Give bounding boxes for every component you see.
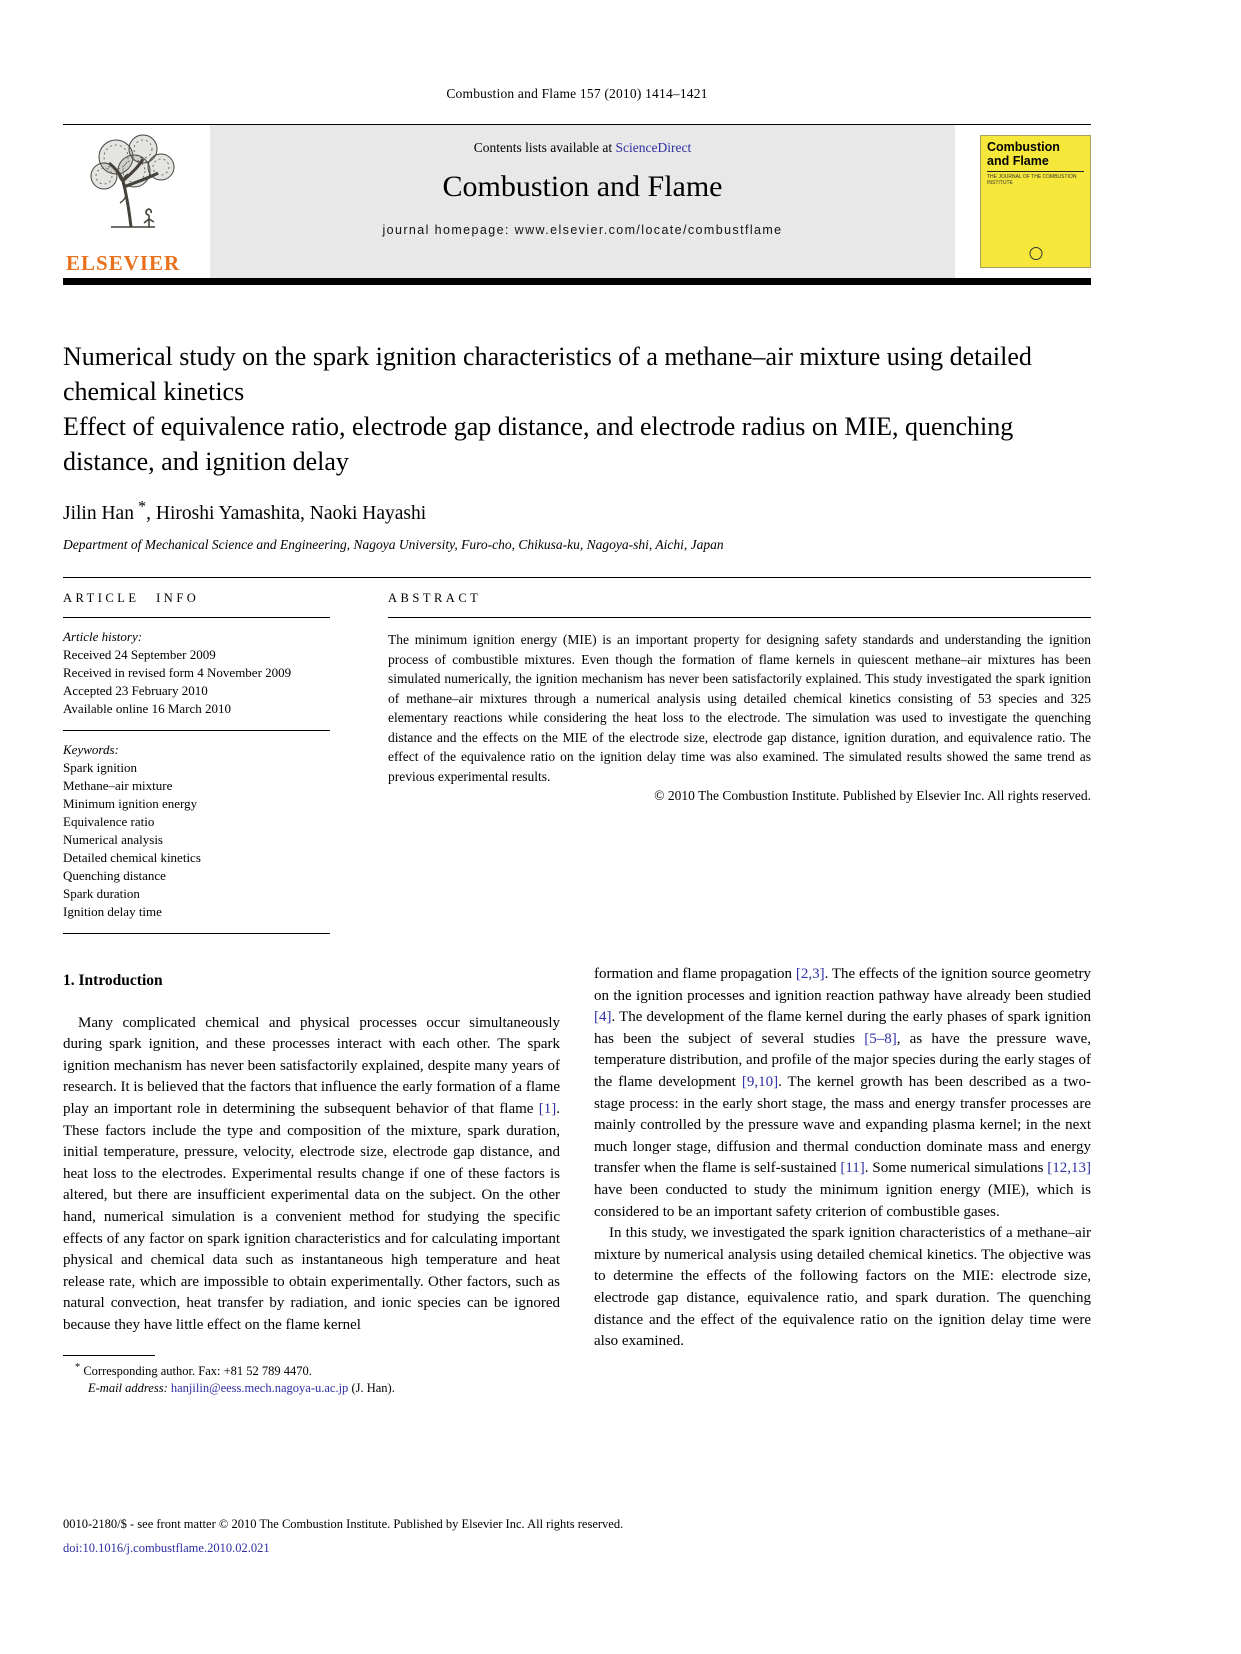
text-segment: Jilin Han [63, 503, 134, 524]
article-history-block [63, 618, 330, 731]
text-segment: , as have the pressure wave, temperature distribution, and profile of the major species during the early stages of the flame development [594, 1030, 1091, 1090]
elsevier-logo [63, 125, 210, 278]
keyword-item: Ignition delay time [63, 904, 162, 919]
authors-line [63, 497, 1091, 525]
text-segment: Contents lists available at [473, 140, 616, 155]
keyword-item: Minimum ignition energy [63, 796, 198, 811]
text-segment: have been conducted to study the minimum ignition energy (MIE), which is considered to be an important safety criterion of combustible gases. [594, 1181, 1091, 1220]
text-segment: . These factors include the type and composition of the mixture, spark duration, initial temperature, pressure, velocity, electrode size, electrode gap distance, and heat loss to the electrodes. Experimental results change if one of these factors is altered, but there are insufficient experimental data on the subject. On the other hand, numerical simulation is a convenient method for studying the specific effects of any factor on spark ignition characteristics and for calculating important physical and chemical data such as instantaneous high temperature and heat release rate, which are impossible to obtain experimentally. Other factors, such as natural convection, heat transfer by radiation, and ionic species can be ignored because they have little effect on the flame kernel [63, 1100, 560, 1333]
citation-ref-2-3[interactable]: [2,3] [795, 966, 825, 982]
keyword-item: Numerical analysis [63, 832, 163, 847]
banner-spacer [955, 125, 980, 278]
footnote-divider [63, 1355, 155, 1356]
keywords-block [63, 731, 330, 934]
abstract-column [388, 578, 1091, 934]
section-heading-introduction: 1. Introduction [63, 972, 163, 989]
text-segment: (J. Han). [348, 1380, 395, 1395]
cover-divider [987, 171, 1084, 172]
keyword-item: Equivalence ratio [63, 814, 155, 829]
keywords-label: Keywords: [63, 742, 119, 757]
corresponding-author-mark: * [133, 497, 147, 516]
citation-ref-9-10[interactable]: [9,10] [741, 1073, 779, 1090]
abstract-text: The minimum ignition energy (MIE) is an important property for designing safety standards and understanding the ignition process of combustible mixtures. Even though the formation of flame kernels in quiescent methane–air mixtures has been simulated numerically, the ignition mechanism has never been satisfactorily explained. This study investigated the spark ignition of methane–air mixtures through a numerical analysis using detailed chemical kinetics consisting of 53 species and 325 elementary reactions while considering the heat loss to the electrode. The simulation was used to investigate the quenching distance and the effects on the MIE of the electrode size, electrode gap distance, ignition duration, and equivalence ratio. The effect of the equivalence ratio on the ignition delay time was also examined. The simulated results showed the same trend as previous experimental results. [388, 632, 1091, 784]
text-segment: . The effects of the ignition source geometry on the ignition processes and ignition reaction pathway have already been studied [594, 966, 1091, 1004]
text-segment: . Some numerical simulations [864, 1160, 1048, 1177]
journal-header-banner [63, 124, 1091, 278]
issn-copyright-line: 0010-2180/$ - see front matter © 2010 The Combustion Institute. Published by Elsevier Inc. All rights reserved. [63, 1517, 624, 1531]
citation-ref-11[interactable]: [11] [840, 1160, 865, 1177]
footnote [63, 1355, 560, 1397]
article-info-heading: ARTICLE INFO [63, 578, 330, 618]
history-item: Accepted 23 February 2010 [63, 683, 208, 698]
elsevier-tree-icon [71, 131, 196, 231]
cover-title-line2: and Flame [987, 153, 1049, 168]
abstract-copyright: © 2010 The Combustion Institute. Published by Elsevier Inc. All rights reserved. [654, 788, 1091, 803]
keyword-item: Quenching distance [63, 868, 166, 883]
article-history-list [63, 646, 330, 718]
doi-link[interactable]: doi:10.1016/j.combustflame.2010.02.021 [63, 1541, 270, 1555]
keyword-item: Spark ignition [63, 760, 138, 775]
abstract-heading: ABSTRACT [388, 578, 1091, 618]
page-footer [63, 1512, 623, 1560]
info-abstract-section [63, 577, 1091, 934]
cover-title-line1: Combustion [987, 140, 1060, 154]
text-segment: Many complicated chemical and physical processes occur simultaneously during spark ignition, and these processes interact with each other. The spark ignition mechanism has never been satisfactorily explained, despite many years of research. It is believed that the factors that influence the early formation of a flame play an important role in determining the subsequent behavior of that flame [63, 1014, 560, 1117]
intro-column-2 [594, 964, 1091, 1397]
combustion-institute-emblem-icon [1029, 247, 1042, 260]
introduction-section [63, 964, 1091, 1397]
citation-ref-4[interactable]: [4] [594, 1009, 612, 1026]
elsevier-wordmark: ELSEVIER [66, 251, 181, 275]
keyword-item: Detailed chemical kinetics [63, 850, 201, 865]
intro-paragraph-1 [63, 1013, 560, 1337]
journal-citation: Combustion and Flame 157 (2010) 1414–1421 [446, 86, 708, 101]
intro-paragraph-2 [594, 964, 1091, 1223]
history-item: Received in revised form 4 November 2009 [63, 665, 292, 680]
email-link[interactable]: hanjilin@eess.mech.nagoya-u.ac.jp [170, 1380, 349, 1395]
text-segment: formation and flame propagation [594, 966, 796, 982]
citation-ref-1[interactable]: [1] [538, 1100, 557, 1117]
text-segment: , Hiroshi Yamashita, Naoki Hayashi [146, 503, 427, 524]
affiliation: Department of Mechanical Science and Engineering, Nagoya University, Furo-cho, Chikusa-ku, Nagoya-shi, Aichi, Japan [63, 537, 724, 552]
history-item: Received 24 September 2009 [63, 647, 216, 662]
corresponding-author-note [63, 1363, 560, 1380]
keyword-item: Methane–air mixture [63, 778, 173, 793]
text-segment: . The kernel growth has been described as a two-stage process: in the early short stage, the mass and energy transfer processes are mainly controlled by the pressure wave and expanding plasma kernel; in the next much longer stage, diffusion and thermal conduction dominate mass and energy transfer when the flame is self-sustained [594, 1073, 1091, 1177]
text-segment: . The development of the flame kernel during the early phases of spark ignition has been the subject of several studies [594, 1009, 1091, 1047]
keyword-item: Spark duration [63, 886, 140, 901]
banner-center [210, 125, 955, 278]
journal-homepage-link[interactable]: journal homepage: www.elsevier.com/locate/combustflame [382, 223, 783, 237]
sciencedirect-link[interactable]: ScienceDirect [615, 140, 692, 155]
citation-ref-12-13[interactable]: [12,13] [1047, 1160, 1092, 1177]
intro-column-1 [63, 964, 560, 1397]
cover-subtitle: THE JOURNAL OF THE COMBUSTION INSTITUTE [987, 174, 1077, 186]
intro-paragraph-3: In this study, we investigated the spark ignition characteristics of a methane–air mixture by numerical analysis using detailed chemical kinetics. The objective was to determine the effects of the following factors on the MIE: electrode size, electrode gap distance, equivalence ratio, and spark duration. The quenching distance and the effect of the equivalence ratio on the ignition delay time were also examined. [594, 1225, 1091, 1350]
email-note [63, 1380, 560, 1397]
article-history-label: Article history: [63, 629, 143, 644]
citation-ref-5-8[interactable]: [5–8] [864, 1030, 897, 1047]
contents-line [210, 140, 955, 156]
article-subtitle: Effect of equivalence ratio, electrode gap distance, and electrode radius on MIE, quenching distance, and ignition delay [63, 412, 1014, 476]
journal-title: Combustion and Flame [442, 170, 723, 203]
text-segment: Corresponding author. Fax: +81 52 789 4470. [80, 1363, 312, 1378]
article-title: Numerical study on the spark ignition characteristics of a methane–air mixture using detailed chemical kinetics [63, 342, 1032, 406]
footnote-star: * [75, 1361, 81, 1373]
article-info-column [63, 578, 330, 934]
keywords-list [63, 759, 330, 921]
history-item: Available online 16 March 2010 [63, 701, 231, 716]
header-black-bar [63, 278, 1091, 285]
journal-cover-thumbnail [980, 135, 1091, 268]
page-content [63, 0, 1091, 1397]
text-segment: E-mail address: [88, 1380, 171, 1395]
